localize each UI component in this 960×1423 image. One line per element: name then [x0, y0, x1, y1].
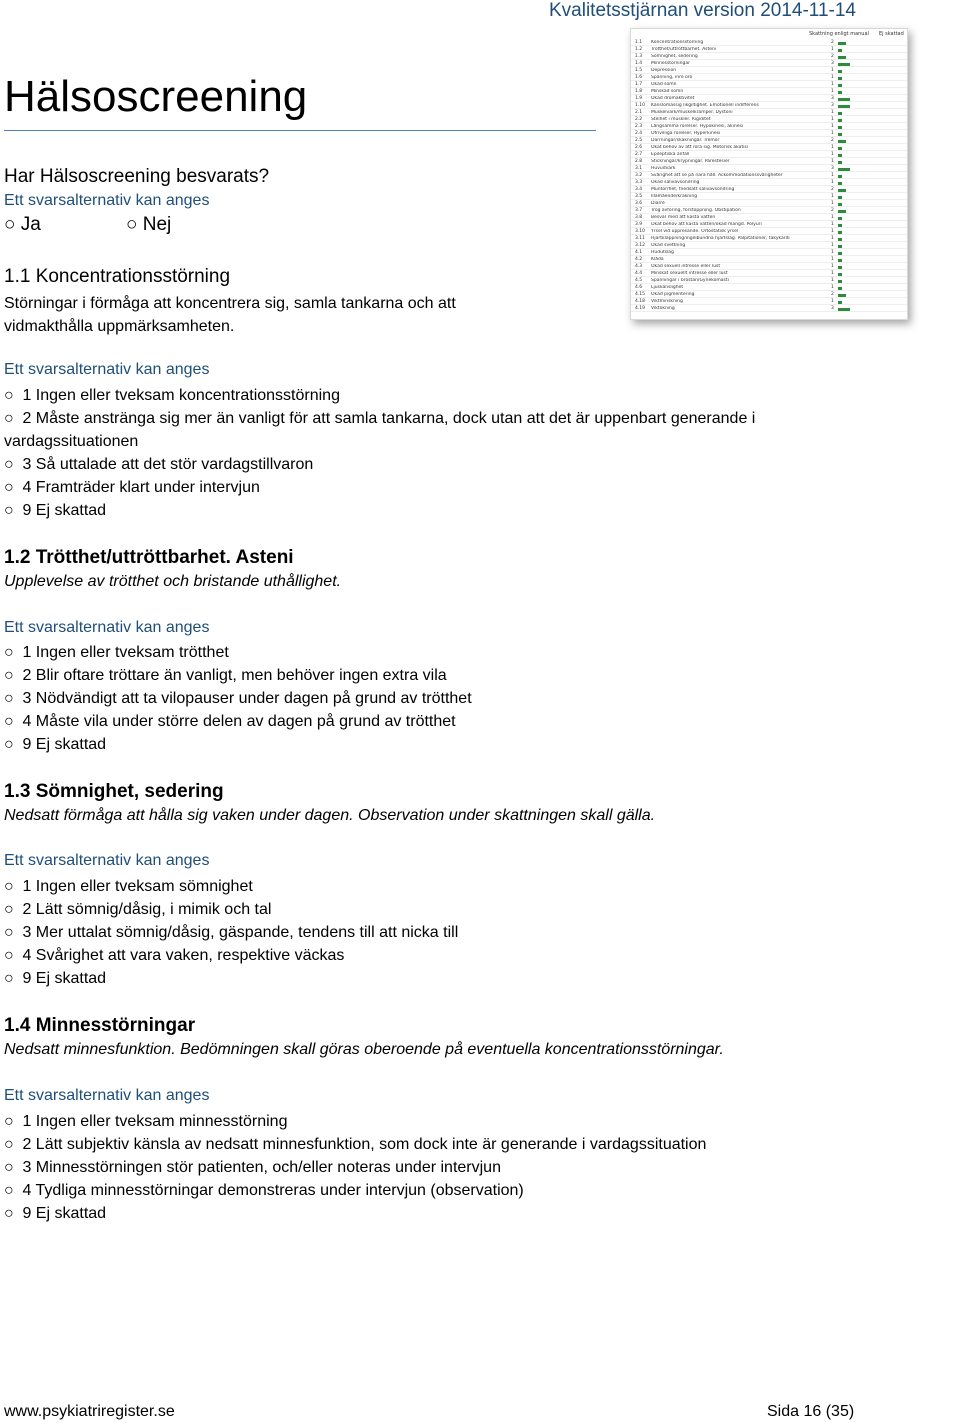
- radio-option[interactable]: [4, 733, 864, 756]
- thumbnail-row-label: Trög avföring, förstoppning. Obstipation: [651, 208, 741, 213]
- thumbnail-row: [631, 215, 907, 221]
- section-heading: 1.2 Trötthet/uttröttbarhet. Asteni: [4, 547, 294, 568]
- thumbnail-row: [631, 222, 907, 228]
- radio-circle-icon: ○: [4, 644, 14, 661]
- thumbnail-row-value: 1: [831, 278, 834, 283]
- radio-option[interactable]: [4, 1202, 864, 1225]
- thumbnail-row-separator: [631, 290, 907, 291]
- radio-circle-icon: ○: [4, 878, 14, 895]
- thumbnail-row: [631, 75, 907, 81]
- thumbnail-row-id: 3.8: [635, 215, 643, 220]
- thumbnail-row: [631, 131, 907, 137]
- thumbnail-row: [631, 103, 907, 109]
- thumbnail-row-id: 2.6: [635, 145, 643, 150]
- thumbnail-row-label: Ökat behov att kasta vatten/ökad mängd. Polyuri: [651, 222, 762, 227]
- thumbnail-row: [631, 180, 907, 186]
- thumbnail-row-id: 3.4: [635, 187, 643, 192]
- thumbnail-row-value: 1: [831, 159, 834, 164]
- thumbnail-row: [631, 201, 907, 207]
- thumbnail-row-id: 4.6: [635, 285, 643, 290]
- thumbnail-row-value: 1: [831, 243, 834, 248]
- thumbnail-row-separator: [631, 213, 907, 214]
- section-instruction: Ett svarsalternativ kan anges: [4, 619, 210, 636]
- radio-option[interactable]: [4, 687, 864, 710]
- thumbnail-row-value: 2: [831, 138, 834, 143]
- thumbnail-row-label: Trötthet/uttröttbarhet. Asteni: [651, 47, 717, 52]
- intro-instruction: Ett svarsalternativ kan anges: [4, 192, 210, 209]
- thumbnail-row-label: Ofrivilliga rörelser. Hyperkinesi: [651, 131, 721, 136]
- thumbnail-row-value: 2: [831, 40, 834, 45]
- thumbnail-row-separator: [631, 220, 907, 221]
- thumbnail-row-id: 2.5: [635, 138, 643, 143]
- radio-circle-icon: ○: [4, 410, 14, 427]
- radio-option[interactable]: [4, 407, 834, 453]
- thumbnail-row-id: 4.18: [635, 299, 646, 304]
- radio-circle-icon: ○: [4, 214, 16, 235]
- thumbnail-row: [631, 68, 907, 74]
- radio-option[interactable]: [4, 710, 864, 733]
- radio-circle-icon: ○: [4, 736, 14, 753]
- thumbnail-row-separator: [631, 227, 907, 228]
- thumbnail-row-label: Koncentrationsstörning: [651, 40, 704, 45]
- section-description: Upplevelse av trötthet och bristande uthållighet.: [4, 573, 342, 590]
- thumbnail-row-separator: [631, 66, 907, 67]
- intro-option-ja[interactable]: [4, 214, 41, 236]
- thumbnail-row-separator: [631, 241, 907, 242]
- thumbnail-row-id: 4.5: [635, 278, 643, 283]
- thumbnail-row-value: 1: [831, 271, 834, 276]
- thumbnail-row-label: Känslomässig likgiltighet. Emotionell indifferens: [651, 103, 759, 108]
- radio-option[interactable]: [4, 921, 864, 944]
- thumbnail-row-label: Muntorrhet, fnedsatt salivavsöndring: [651, 187, 735, 192]
- thumbnail-row-separator: [631, 262, 907, 263]
- thumbnail-row: [631, 250, 907, 256]
- thumbnail-row-label: Ökad drömaktivitet: [651, 96, 695, 101]
- section-instruction: Ett svarsalternativ kan anges: [4, 361, 210, 378]
- thumbnail-row-id: 2.4: [635, 131, 643, 136]
- thumbnail-row-value: 1: [831, 222, 834, 227]
- thumbnail-row-separator: [631, 122, 907, 123]
- radio-option-label: 4 Måste vila under större delen av dagen på grund av trötthet: [22, 713, 456, 730]
- thumbnail-row-label: Ökad sömn: [651, 82, 677, 87]
- thumbnail-row-label: Spänning, inre oro: [651, 75, 693, 80]
- radio-option[interactable]: [4, 1156, 864, 1179]
- radio-circle-icon: ○: [4, 970, 14, 987]
- radio-option-label: 2 Blir oftare tröttare än vanligt, men behöver ingen extra vila: [22, 667, 447, 684]
- thumbnail-row-separator: [631, 185, 907, 186]
- thumbnail-row-value: 1: [831, 215, 834, 220]
- thumbnail-row-separator: [631, 94, 907, 95]
- thumbnail-row: [631, 306, 907, 312]
- thumbnail-row-value: 1: [831, 124, 834, 129]
- thumbnail-row-value: 1: [831, 47, 834, 52]
- thumbnail-row: [631, 243, 907, 249]
- thumbnail-row-id: 4.4: [635, 271, 643, 276]
- thumbnail-row-label: Hjärtklappning/ingelbundna hjärtslag. Palpitationer, takykardi: [651, 236, 790, 241]
- thumbnail-row-label: Spänningar i bröstan/Gynekomasti: [651, 278, 729, 283]
- thumbnail-row-value: 1: [831, 82, 834, 87]
- radio-circle-icon: ○: [4, 502, 14, 519]
- intro-option-nej[interactable]: [126, 214, 171, 236]
- thumbnail-row-value: 1: [831, 201, 834, 206]
- header-divider: [4, 130, 596, 131]
- thumbnail-row-separator: [631, 248, 907, 249]
- thumbnail-row-separator: [631, 157, 907, 158]
- section-heading: 1.3 Sömnighet, sedering: [4, 781, 224, 802]
- thumbnail-row: [631, 285, 907, 291]
- radio-circle-icon: ○: [4, 1113, 14, 1130]
- thumbnail-row-separator: [631, 73, 907, 74]
- radio-circle-icon: ○: [4, 924, 14, 941]
- thumbnail-row: [631, 117, 907, 123]
- thumbnail-row-separator: [631, 206, 907, 207]
- section-description: Störningar i förmåga att koncentrera sig, samla tankarna och att vidmakthålla uppmärksamheten.: [4, 295, 456, 335]
- radio-option-label: 3 Nödvändigt att ta vilopauser under dagen på grund av trötthet: [22, 690, 472, 707]
- footer-url[interactable]: www.psykiatriregister.se: [4, 1403, 175, 1420]
- radio-option[interactable]: [4, 664, 864, 687]
- thumbnail-row-id: 3.5: [635, 194, 643, 199]
- thumbnail-row-id: 2.3: [635, 124, 643, 129]
- radio-circle-icon: ○: [4, 713, 14, 730]
- thumbnail-row-value: 1: [831, 152, 834, 157]
- thumbnail-row-label: Minnesstörningar: [651, 61, 691, 66]
- thumbnail-row-id: 4.2: [635, 257, 643, 262]
- thumbnail-row: [631, 124, 907, 130]
- thumbnail-row-separator: [631, 80, 907, 81]
- radio-option-label: 3 Mer uttalat sömnig/dåsig, gäspande, tendens till att nicka till: [22, 924, 459, 941]
- thumbnail-row-separator: [631, 45, 907, 46]
- radio-option-label: 1 Ingen eller tveksam trötthet: [22, 644, 229, 661]
- thumbnail-row: [631, 145, 907, 151]
- thumbnail-row-separator: [631, 234, 907, 235]
- thumbnail-row-value: 1: [831, 131, 834, 136]
- radio-circle-icon: ○: [4, 667, 14, 684]
- thumbnail-row-id: 3.6: [635, 201, 643, 206]
- thumbnail-row-label: Minskad sömn: [651, 89, 684, 94]
- radio-option[interactable]: [4, 875, 864, 898]
- radio-circle-icon: ○: [126, 214, 138, 235]
- thumbnail-row-separator: [631, 255, 907, 256]
- thumbnail-row-label: Sömnighet, sedering: [651, 54, 698, 59]
- thumbnail-row: [631, 236, 907, 242]
- radio-option-label: 1 Ingen eller tveksam minnesstörning: [22, 1113, 288, 1130]
- radio-option[interactable]: [4, 967, 864, 990]
- thumbnail-row-id: 1.7: [635, 82, 643, 87]
- thumbnail-row-value: 3: [831, 96, 834, 101]
- thumbnail-row-separator: [631, 136, 907, 137]
- radio-option[interactable]: [4, 641, 864, 664]
- thumbnail-row-label: Besvär med att kasta vatten: [651, 215, 716, 220]
- thumbnail-row-label: Ökad sexuell intresse eller lust: [651, 264, 721, 269]
- thumbnail-row: [631, 299, 907, 305]
- thumbnail-row-value: 3: [831, 61, 834, 66]
- thumbnail-row: [631, 166, 907, 172]
- thumbnail-row-separator: [631, 164, 907, 165]
- thumbnail-row-value: 2: [831, 292, 834, 297]
- radio-option[interactable]: [4, 384, 864, 407]
- thumbnail-row: [631, 47, 907, 53]
- radio-option[interactable]: [4, 499, 864, 522]
- thumbnail-row-label: Ökad pigmentering: [651, 292, 695, 297]
- thumbnail-row-separator: [631, 101, 907, 102]
- thumbnail-row-separator: [631, 192, 907, 193]
- radio-circle-icon: ○: [4, 1205, 14, 1222]
- thumbnail-row-label: Svårighet att se på nära håll. Ackommodationssvårigheter: [651, 173, 783, 178]
- radio-option-label: 1 Ingen eller tveksam koncentrationsstörning: [22, 387, 340, 404]
- thumbnail-row-id: 3.7: [635, 208, 643, 213]
- thumbnail-header-right: Ej skattad: [879, 31, 904, 37]
- radio-option-label: 4 Framträder klart under intervjun: [22, 479, 260, 496]
- thumbnail-row-value: 2: [831, 208, 834, 213]
- thumbnail-row: [631, 194, 907, 200]
- radio-option-label: 4 Svårighet att vara vaken, respektive väckas: [22, 947, 345, 964]
- intro-question: Har Hälsoscreening besvarats?: [4, 166, 270, 187]
- thumbnail-row-value: 1: [831, 285, 834, 290]
- radio-option[interactable]: [4, 898, 864, 921]
- thumbnail-row-separator: [631, 108, 907, 109]
- thumbnail-row-id: 1.8: [635, 89, 643, 94]
- thumbnail-row-value: 2: [831, 54, 834, 59]
- radio-option-label: 3 Minnesstörningen stör patienten, och/eller noteras under intervjun: [22, 1159, 501, 1176]
- thumbnail-row: [631, 159, 907, 165]
- thumbnail-row-value: 1: [831, 173, 834, 178]
- thumbnail-header-left: Skattning enligt manual: [809, 31, 869, 37]
- radio-option-label: 9 Ej skattad: [22, 970, 107, 987]
- radio-circle-icon: ○: [4, 456, 14, 473]
- radio-option-label: 1 Ingen eller tveksam sömnighet: [22, 878, 253, 895]
- thumbnail-row-value: 1: [831, 250, 834, 255]
- thumbnail-row-id: 4.1: [635, 250, 643, 255]
- thumbnail-row-separator: [631, 269, 907, 270]
- thumbnail-row-value: 2: [831, 187, 834, 192]
- radio-circle-icon: ○: [4, 690, 14, 707]
- radio-option[interactable]: [4, 476, 864, 499]
- thumbnail-row-label: Ökat behov av att röra sig. Motorisk akatisi: [651, 145, 749, 150]
- thumbnail-row-id: 3.12: [635, 243, 646, 248]
- thumbnail-row-separator: [631, 115, 907, 116]
- radio-option[interactable]: [4, 453, 864, 476]
- thumbnail-row: [631, 264, 907, 270]
- thumbnail-row: [631, 257, 907, 263]
- thumbnail-row-id: 2.1: [635, 110, 643, 115]
- thumbnail-row: [631, 89, 907, 95]
- thumbnail-row: [631, 187, 907, 193]
- thumbnail-row-id: 1.1: [635, 40, 643, 45]
- thumbnail-row-label: Darrningar/skakningar. Tremor: [651, 138, 720, 143]
- thumbnail-row-id: 3.3: [635, 180, 643, 185]
- intro-option-label: Ja: [20, 214, 41, 235]
- thumbnail-row: [631, 173, 907, 179]
- thumbnail-row-label: Ljuskänslighet: [651, 285, 684, 290]
- thumbnail-row-value: 1: [831, 110, 834, 115]
- radio-option-label: 4 Tydliga minnesstörningar demonstreras under intervjun (observation): [22, 1182, 524, 1199]
- thumbnail-row-id: 1.6: [635, 75, 643, 80]
- thumbnail-row-value: 1: [831, 117, 834, 122]
- radio-option-label: 2 Lätt sömnig/dåsig, i mimik och tal: [22, 901, 272, 918]
- thumbnail-row-id: 3.1: [635, 166, 643, 171]
- thumbnail-row-id: 4.15: [635, 292, 646, 297]
- thumbnail-row-id: 1.9: [635, 96, 643, 101]
- thumbnail-row-label: Långsamma rörelser. Hypokinesi, akinesi: [651, 124, 744, 129]
- thumbnail-row-id: 2.7: [635, 152, 643, 157]
- thumbnail-row-id: 2.8: [635, 159, 643, 164]
- thumbnail-row-value: 1: [831, 68, 834, 73]
- thumbnail-row-value: 1: [831, 299, 834, 304]
- thumbnail-row-separator: [631, 297, 907, 298]
- radio-circle-icon: ○: [4, 387, 14, 404]
- thumbnail-row-id: 1.2: [635, 47, 643, 52]
- radio-circle-icon: ○: [4, 479, 14, 496]
- radio-circle-icon: ○: [4, 947, 14, 964]
- radio-option[interactable]: [4, 1133, 864, 1156]
- radio-option[interactable]: [4, 1110, 864, 1133]
- thumbnail-row: [631, 96, 907, 102]
- thumbnail-row-label: Hudutslag: [651, 250, 674, 255]
- radio-option-label: 9 Ej skattad: [22, 1205, 107, 1222]
- thumbnail-row-separator: [631, 283, 907, 284]
- thumbnail-row-value: 1: [831, 89, 834, 94]
- thumbnail-row-value: 1: [831, 229, 834, 234]
- thumbnail-row-separator: [631, 171, 907, 172]
- thumbnail-row: [631, 110, 907, 116]
- thumbnail-row-label: Huvudvärk: [651, 166, 676, 171]
- thumbnail-row-separator: [631, 59, 907, 60]
- thumbnail-row-label: Muskelvärk/muskelkramper. Dystoni: [651, 110, 733, 115]
- thumbnail-row: [631, 278, 907, 284]
- version-label: Kvalitetsstjärnan version 2014-11-14: [549, 0, 856, 21]
- thumbnail-row-label: Stelhet i muskler. Rigiditet: [651, 117, 711, 122]
- thumbnail-row-value: 3: [831, 306, 834, 311]
- thumbnail-row: [631, 138, 907, 144]
- thumbnail-row-separator: [631, 311, 907, 312]
- rating-thumbnail: [630, 28, 908, 320]
- thumbnail-row: [631, 208, 907, 214]
- section-description: Nedsatt minnesfunktion. Bedömningen skall göras oberoende på eventuella koncentrationsstörningar.: [4, 1041, 724, 1058]
- radio-circle-icon: ○: [4, 901, 14, 918]
- thumbnail-row-separator: [631, 52, 907, 53]
- thumbnail-row: [631, 229, 907, 235]
- thumbnail-row-id: 4.19: [635, 306, 646, 311]
- thumbnail-row-value: 1: [831, 264, 834, 269]
- thumbnail-row-label: Epileptiska anfall: [651, 152, 690, 157]
- thumbnail-row-separator: [631, 199, 907, 200]
- thumbnail-row-label: Ökad svettning: [651, 243, 686, 248]
- thumbnail-row-id: 3.9: [635, 222, 643, 227]
- thumbnail-row-label: Klåda: [651, 257, 664, 262]
- radio-option-label: 2 Lätt subjektiv känsla av nedsatt minnesfunktion, som dock inte är generande i vardagssituation: [22, 1136, 707, 1153]
- thumbnail-row-label: Minskat sexuellt intresse eller lust: [651, 271, 728, 276]
- thumbnail-row-label: Viktökning: [651, 306, 675, 311]
- radio-option[interactable]: [4, 1179, 864, 1202]
- thumbnail-row-separator: [631, 304, 907, 305]
- radio-circle-icon: ○: [4, 1159, 14, 1176]
- section-instruction: Ett svarsalternativ kan anges: [4, 852, 210, 869]
- thumbnail-row-separator: [631, 150, 907, 151]
- radio-option-label: 3 Så uttalade att det stör vardagstillvaron: [22, 456, 314, 473]
- thumbnail-row-separator: [631, 276, 907, 277]
- thumbnail-row-value: 1: [831, 257, 834, 262]
- thumbnail-row: [631, 40, 907, 46]
- thumbnail-row-id: 1.10: [635, 103, 646, 108]
- intro-option-label: Nej: [142, 214, 172, 235]
- thumbnail-row-id: 1.4: [635, 61, 643, 66]
- thumbnail-row-label: Ökad salivavsöndring: [651, 180, 700, 185]
- thumbnail-row-value: 1: [831, 180, 834, 185]
- section-description: Nedsatt förmåga att hålla sig vaken under dagen. Observation under skattningen skall gälla.: [4, 807, 656, 824]
- thumbnail-row: [631, 271, 907, 277]
- thumbnail-row-id: 1.3: [635, 54, 643, 59]
- section-instruction: Ett svarsalternativ kan anges: [4, 1087, 210, 1104]
- thumbnail-row-id: 1.5: [635, 68, 643, 73]
- section-heading: 1.1 Koncentrationsstörning: [4, 266, 231, 287]
- thumbnail-row-value: 1: [831, 194, 834, 199]
- thumbnail-row-value: 3: [831, 103, 834, 108]
- thumbnail-row-label: Stickningar/krypningar. Parestesier: [651, 159, 730, 164]
- thumbnail-row-label: Illamående/kräkning: [651, 194, 698, 199]
- thumbnail-row-label: Yrsel vid uppresande. Ortostatisk yrsel: [651, 229, 739, 234]
- thumbnail-row-value: 3: [831, 166, 834, 171]
- radio-circle-icon: ○: [4, 1182, 14, 1199]
- footer-page-number: Sida 16 (35): [767, 1403, 855, 1420]
- thumbnail-row-value: 1: [831, 145, 834, 150]
- thumbnail-row-separator: [631, 178, 907, 179]
- thumbnail-row-label: Viktminskning: [651, 299, 683, 304]
- radio-option-label: 2 Måste anstränga sig mer än vanligt för att samla tankarna, dock utan att det är uppenbart generande i vardagssituationen: [4, 410, 756, 450]
- thumbnail-row-separator: [631, 87, 907, 88]
- thumbnail-row-id: 4.3: [635, 264, 643, 269]
- thumbnail-row-id: 3.10: [635, 229, 646, 234]
- radio-option-label: 9 Ej skattad: [22, 502, 107, 519]
- thumbnail-row: [631, 152, 907, 158]
- thumbnail-row: [631, 82, 907, 88]
- thumbnail-row-id: 3.11: [635, 236, 646, 241]
- radio-circle-icon: ○: [4, 1136, 14, 1153]
- thumbnail-row-value: 1: [831, 236, 834, 241]
- thumbnail-row-value: 1: [831, 75, 834, 80]
- radio-option-label: 9 Ej skattad: [22, 736, 107, 753]
- thumbnail-row: [631, 292, 907, 298]
- thumbnail-row: [631, 54, 907, 60]
- thumbnail-row-separator: [631, 129, 907, 130]
- section-heading: 1.4 Minnesstörningar: [4, 1015, 196, 1036]
- radio-option[interactable]: [4, 944, 864, 967]
- thumbnail-row-label: Depression: [651, 68, 677, 73]
- thumbnail-row-label: Diarré: [651, 201, 665, 206]
- thumbnail-row-id: 3.2: [635, 173, 643, 178]
- page-title: Hälsoscreening: [4, 72, 308, 121]
- thumbnail-row: [631, 61, 907, 67]
- thumbnail-row-separator: [631, 143, 907, 144]
- thumbnail-row-id: 2.2: [635, 117, 643, 122]
